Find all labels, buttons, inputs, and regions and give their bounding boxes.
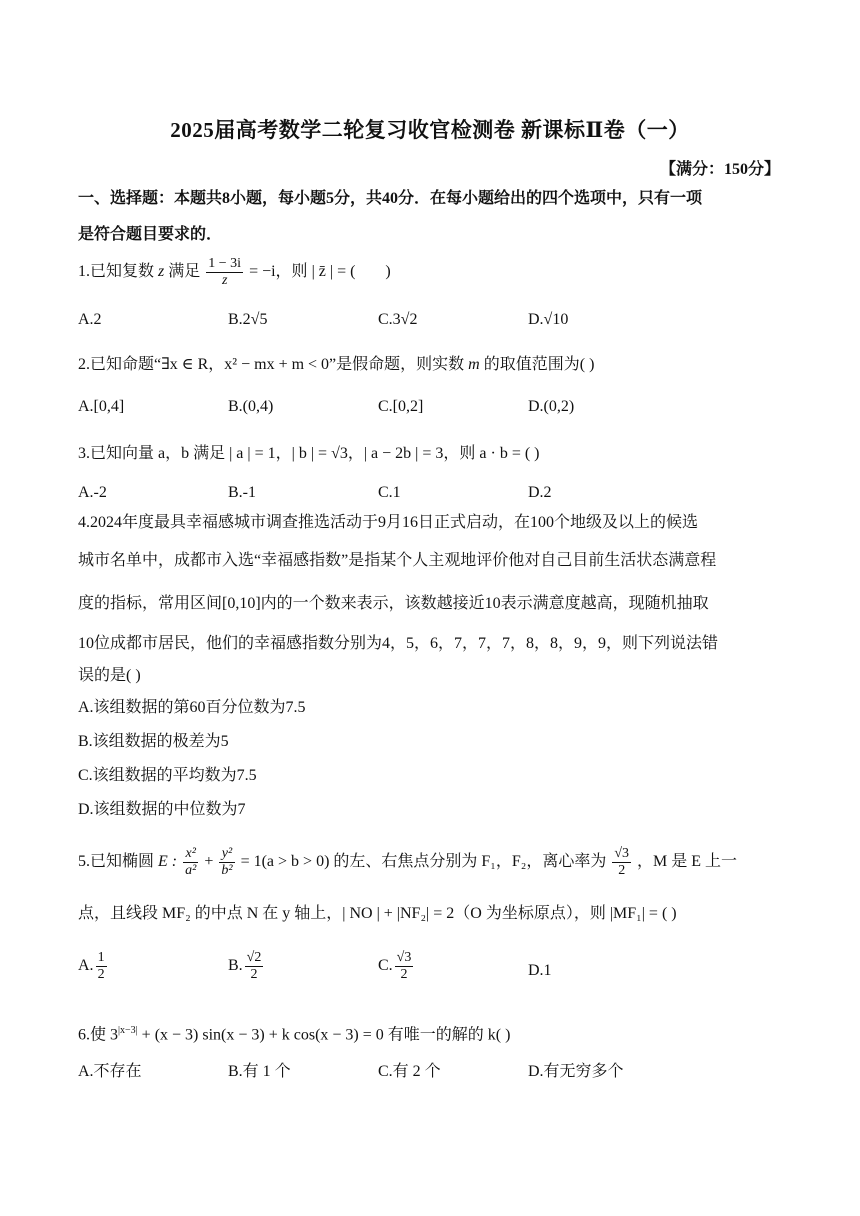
q1-option-d: D.√10 — [528, 311, 569, 328]
q2-option-b: B.(0,4) — [228, 398, 274, 415]
question-6 — [78, 1020, 510, 1046]
q5-text-4: ，M 是 E 上一 — [637, 853, 738, 870]
q5-option-b-frac — [245, 950, 264, 983]
q1-option-c: C.3√2 — [378, 311, 418, 328]
q5-option-a — [78, 950, 109, 983]
question-2 — [78, 354, 594, 376]
q5-option-b — [228, 950, 265, 983]
q5-option-a-frac — [96, 950, 107, 983]
q3-option-c: C.1 — [378, 484, 401, 501]
question-5-line-1 — [78, 838, 737, 886]
q5-option-a-den: 2 — [97, 967, 105, 982]
q5-option-c-label: C. — [378, 957, 393, 975]
q1-frac-den: z — [221, 272, 228, 288]
q3-option-b: B.-1 — [228, 484, 256, 501]
q1-end: ) — [385, 263, 391, 280]
q1-fraction — [206, 256, 243, 289]
q1-abs: | z̄ | = ( — [311, 263, 356, 280]
q1-mid: 满足 — [168, 263, 201, 280]
q5-frac-x-den: a² — [185, 862, 197, 878]
q1-option-a: A.2 — [78, 311, 102, 328]
q3-option-a: A.-2 — [78, 484, 107, 501]
q6-option-d: D.有无穷多个 — [528, 1063, 624, 1080]
q1-eq: = −i，则 — [249, 263, 308, 280]
q5-option-b-den: 2 — [250, 967, 258, 982]
q5-ellipse-name: E : — [158, 853, 178, 870]
q5-option-b-num: √2 — [246, 950, 262, 965]
q2-var: m — [468, 356, 480, 373]
q6-exponent: |x−3| — [118, 1025, 138, 1036]
q1-prefix: 1.已知复数 — [78, 263, 155, 280]
q5-frac-x — [183, 846, 198, 879]
q5-option-a-num: 1 — [97, 950, 105, 965]
q4-option-a: A.该组数据的第60百分位数为7.5 — [78, 699, 306, 716]
q4-line-2: 城市名单中，成都市入选“幸福感指数”是指某个人主观地评价他对自己目前生活状态满意程 — [78, 552, 717, 569]
q4-line-1: 4.2024年度最具幸福感城市调查推选活动于9月16日正式启动，在100个地级及以上的候选 — [78, 514, 699, 531]
q6-option-b: B.有 1 个 — [228, 1063, 291, 1080]
q5-option-c-frac — [395, 950, 414, 983]
q4-line-3: 度的指标，常用区间[0,10]内的一个数来表示，该数越接近10表示满意度越高，现随机抽取 — [78, 595, 709, 612]
question-1 — [78, 252, 391, 292]
q1-frac-num: 1 − 3i — [208, 255, 242, 271]
question-3: 3.已知向量 a，b 满足 | a | = 1，| b | = √3，| a − 2b | = 3，则 a · b = ( ) — [78, 445, 540, 462]
q5-option-a-label: A. — [78, 957, 94, 975]
q4-line-4: 10位成都市居民，他们的幸福感指数分别为4，5，6，7，7，7，8，8，9，9，则下列说法错 — [78, 635, 719, 652]
q5-frac-y — [219, 846, 234, 879]
q2-text-a: 2.已知命题“∃x ∈ R，x² − mx + m < 0”是假命题，则实数 — [78, 356, 465, 373]
q5-frac-e — [612, 846, 631, 879]
q5-text-3: = 1(a > b > 0) 的左、右焦点分别为 F₁，F₂，离心率为 — [240, 853, 607, 870]
q1-option-b: B.2√5 — [228, 311, 268, 328]
q5-option-c-den: 2 — [400, 967, 408, 982]
q3-option-d: D.2 — [528, 484, 552, 501]
q5-text-1: 5.已知椭圆 — [78, 853, 155, 870]
q2-text-b: 的取值范围为( ) — [483, 356, 595, 373]
q5-plus: + — [204, 853, 214, 870]
q4-line-5: 误的是( ) — [78, 667, 141, 684]
q5-frac-e-den: 2 — [618, 862, 626, 878]
section-heading-line2: 是符合题目要求的． — [78, 226, 223, 243]
section-heading-line1: 一、选择题：本题共8小题，每小题5分，共40分．在每小题给出的四个选项中，只有一项 — [78, 190, 703, 207]
q4-option-b: B.该组数据的极差为5 — [78, 733, 229, 750]
q2-option-c: C.[0,2] — [378, 398, 424, 415]
q5-frac-y-num: y² — [219, 846, 234, 863]
q6-option-c: C.有 2 个 — [378, 1063, 441, 1080]
q4-option-c: C.该组数据的平均数为7.5 — [78, 767, 257, 784]
q5-frac-x-num: x² — [183, 846, 198, 863]
full-score-label: 【满分：150分】 — [659, 161, 780, 178]
q6-rest: + (x − 3) sin(x − 3) + k cos(x − 3) = 0 有唯一的解的 k( ) — [141, 1026, 511, 1044]
q5-option-c-num: √3 — [396, 950, 412, 965]
q1-var: z — [158, 263, 165, 280]
q2-option-a: A.[0,4] — [78, 398, 125, 415]
question-5-line-2: 点，且线段 MF₂ 的中点 N 在 y 轴上，| NO | + |NF₂| = 2（O 为坐标原点），则 |MF₁| = ( ) — [78, 905, 677, 922]
page-title: 2025届高考数学二轮复习收官检测卷 新课标Ⅱ卷（一） — [170, 118, 690, 142]
q2-option-d: D.(0,2) — [528, 398, 575, 415]
q5-frac-e-num: √3 — [614, 845, 630, 861]
q5-option-c — [378, 950, 415, 983]
q5-option-b-label: B. — [228, 957, 243, 975]
q6-option-a: A.不存在 — [78, 1063, 142, 1080]
q6-text: 6.使 3 — [78, 1026, 119, 1044]
q4-option-d: D.该组数据的中位数为7 — [78, 801, 246, 818]
q5-frac-y-den: b² — [221, 862, 233, 878]
q5-option-d: D.1 — [528, 962, 552, 979]
